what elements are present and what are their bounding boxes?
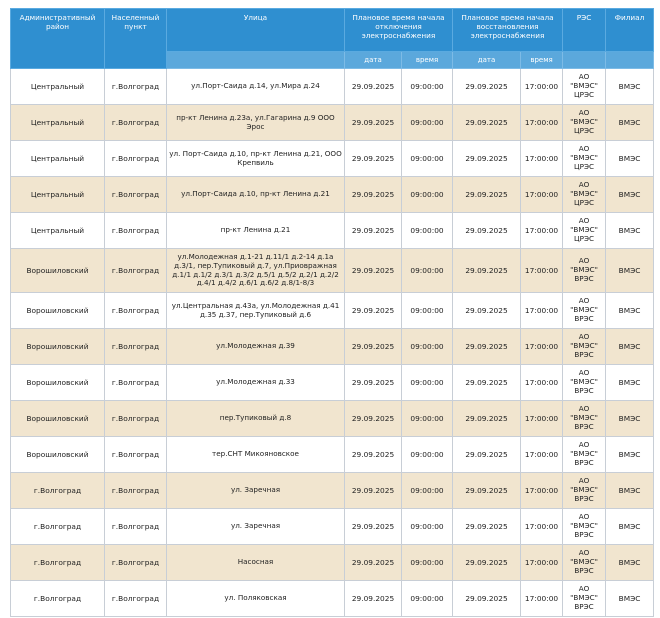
cell-street: ул. Заречная (167, 509, 345, 545)
cell-on-date: 29.09.2025 (453, 437, 521, 473)
cell-locality: г.Волгоград (105, 509, 167, 545)
cell-off-time: 09:00:00 (402, 329, 453, 365)
cell-branch: ВМЭС (606, 329, 654, 365)
cell-off-time: 09:00:00 (402, 141, 453, 177)
cell-off-date: 29.09.2025 (345, 473, 402, 509)
cell-street: пер.Тупиковый д.8 (167, 401, 345, 437)
cell-branch: ВМЭС (606, 401, 654, 437)
cell-on-time: 17:00:00 (521, 401, 563, 437)
col-header-district: Административный район (11, 9, 105, 69)
cell-off-time: 09:00:00 (402, 213, 453, 249)
cell-on-date: 29.09.2025 (453, 141, 521, 177)
cell-street: ул. Поляковская (167, 581, 345, 617)
table-body (11, 69, 654, 617)
cell-off-date: 29.09.2025 (345, 105, 402, 141)
cell-branch: ВМЭС (606, 581, 654, 617)
cell-district: Ворошиловский (11, 329, 105, 365)
cell-res: АО "ВМЭС" ВРЭС (563, 365, 606, 401)
cell-branch: ВМЭС (606, 141, 654, 177)
cell-locality: г.Волгоград (105, 437, 167, 473)
table-row (11, 545, 654, 581)
cell-locality: г.Волгоград (105, 105, 167, 141)
table-row (11, 177, 654, 213)
cell-off-time: 09:00:00 (402, 69, 453, 105)
table-row (11, 365, 654, 401)
cell-branch: ВМЭС (606, 213, 654, 249)
cell-off-date: 29.09.2025 (345, 365, 402, 401)
cell-on-time: 17:00:00 (521, 473, 563, 509)
cell-res: АО "ВМЭС" ВРЭС (563, 509, 606, 545)
cell-res: АО "ВМЭС" ВРЭС (563, 437, 606, 473)
subheader-off-date: дата (345, 52, 402, 69)
cell-res: АО "ВМЭС" ВРЭС (563, 293, 606, 329)
col-header-locality: Населенный пункт (105, 9, 167, 69)
cell-street: ул. Порт-Саида д.10, пр-кт Ленина д.21, ООО Крепвиль (167, 141, 345, 177)
cell-on-time: 17:00:00 (521, 293, 563, 329)
cell-res: АО "ВМЭС" ВРЭС (563, 473, 606, 509)
cell-on-date: 29.09.2025 (453, 365, 521, 401)
cell-locality: г.Волгоград (105, 329, 167, 365)
cell-branch: ВМЭС (606, 473, 654, 509)
table-row (11, 213, 654, 249)
cell-on-time: 17:00:00 (521, 177, 563, 213)
cell-on-date: 29.09.2025 (453, 473, 521, 509)
cell-on-time: 17:00:00 (521, 105, 563, 141)
cell-off-date: 29.09.2025 (345, 177, 402, 213)
cell-on-time: 17:00:00 (521, 545, 563, 581)
cell-on-date: 29.09.2025 (453, 293, 521, 329)
cell-branch: ВМЭС (606, 69, 654, 105)
table-row (11, 293, 654, 329)
cell-off-time: 09:00:00 (402, 105, 453, 141)
cell-street: ул.Молодежная д.33 (167, 365, 345, 401)
cell-on-time: 17:00:00 (521, 141, 563, 177)
cell-on-date: 29.09.2025 (453, 329, 521, 365)
cell-district: Ворошиловский (11, 437, 105, 473)
cell-off-date: 29.09.2025 (345, 249, 402, 293)
cell-street: ул.Порт-Саида д.14, ул.Мира д.24 (167, 69, 345, 105)
cell-district: г.Волгоград (11, 581, 105, 617)
cell-off-time: 09:00:00 (402, 177, 453, 213)
cell-off-time: 09:00:00 (402, 249, 453, 293)
cell-res: АО "ВМЭС" ВРЭС (563, 401, 606, 437)
table-row (11, 69, 654, 105)
cell-locality: г.Волгоград (105, 213, 167, 249)
cell-street: пр-кт Ленина д.21 (167, 213, 345, 249)
cell-off-time: 09:00:00 (402, 509, 453, 545)
cell-off-date: 29.09.2025 (345, 213, 402, 249)
cell-branch: ВМЭС (606, 177, 654, 213)
cell-district: г.Волгоград (11, 545, 105, 581)
cell-off-date: 29.09.2025 (345, 581, 402, 617)
cell-on-date: 29.09.2025 (453, 105, 521, 141)
cell-district: Центральный (11, 213, 105, 249)
cell-res: АО "ВМЭС" ЦРЭС (563, 213, 606, 249)
cell-on-time: 17:00:00 (521, 365, 563, 401)
cell-branch: ВМЭС (606, 249, 654, 293)
cell-branch: ВМЭС (606, 509, 654, 545)
col-header-branch: Филиал (606, 9, 654, 52)
col-header-street: Улица (167, 9, 345, 52)
subheader-on-time: время (521, 52, 563, 69)
cell-off-time: 09:00:00 (402, 545, 453, 581)
cell-off-date: 29.09.2025 (345, 69, 402, 105)
cell-on-date: 29.09.2025 (453, 213, 521, 249)
cell-locality: г.Волгоград (105, 177, 167, 213)
subheader-street-empty (167, 52, 345, 69)
outage-table (10, 8, 654, 617)
table-row (11, 249, 654, 293)
col-header-on-time: Плановое время начала восстановления электроснабжения (453, 9, 563, 52)
cell-street: пр-кт Ленина д.23а, ул.Гагарина д.9 ООО Эрос (167, 105, 345, 141)
cell-locality: г.Волгоград (105, 141, 167, 177)
cell-on-time: 17:00:00 (521, 213, 563, 249)
cell-street: ул. Заречная (167, 473, 345, 509)
cell-off-time: 09:00:00 (402, 293, 453, 329)
cell-district: Центральный (11, 141, 105, 177)
cell-street: тер.СНТ Микояновское (167, 437, 345, 473)
cell-locality: г.Волгоград (105, 473, 167, 509)
cell-res: АО "ВМЭС" ЦРЭС (563, 105, 606, 141)
cell-street: Насосная (167, 545, 345, 581)
cell-district: Ворошиловский (11, 365, 105, 401)
cell-locality: г.Волгоград (105, 293, 167, 329)
cell-res: АО "ВМЭС" ВРЭС (563, 329, 606, 365)
cell-locality: г.Волгоград (105, 545, 167, 581)
cell-district: Ворошиловский (11, 293, 105, 329)
cell-branch: ВМЭС (606, 437, 654, 473)
cell-on-time: 17:00:00 (521, 509, 563, 545)
cell-off-time: 09:00:00 (402, 437, 453, 473)
cell-res: АО "ВМЭС" ЦРЭС (563, 141, 606, 177)
cell-street: ул.Центральная д.43а, ул.Молодежная д.41 д.35 д.37, пер.Тупиковый д.6 (167, 293, 345, 329)
cell-street: ул.Молодежная д.1-21 д.11/1 д.2-14 д.1а д.3/1, пер.Тупиковый д.7, ул.Приовражная д.1/1 д.1/2 д.3/1 д.3/2 д.5/1 д.5/2 д.2/1 д.2/2 д.4/1 д.4/2 д.6/1 д.6/2 д.8/1-8/3 (167, 249, 345, 293)
subheader-off-time: время (402, 52, 453, 69)
cell-on-time: 17:00:00 (521, 69, 563, 105)
cell-district: Центральный (11, 69, 105, 105)
cell-district: г.Волгоград (11, 473, 105, 509)
cell-on-date: 29.09.2025 (453, 509, 521, 545)
cell-off-date: 29.09.2025 (345, 401, 402, 437)
cell-locality: г.Волгоград (105, 401, 167, 437)
cell-off-time: 09:00:00 (402, 401, 453, 437)
subheader-res-empty (563, 52, 606, 69)
table-row (11, 141, 654, 177)
cell-locality: г.Волгоград (105, 69, 167, 105)
cell-locality: г.Волгоград (105, 581, 167, 617)
cell-on-date: 29.09.2025 (453, 401, 521, 437)
cell-branch: ВМЭС (606, 105, 654, 141)
cell-on-date: 29.09.2025 (453, 69, 521, 105)
cell-on-time: 17:00:00 (521, 249, 563, 293)
cell-on-date: 29.09.2025 (453, 249, 521, 293)
cell-on-time: 17:00:00 (521, 329, 563, 365)
cell-off-date: 29.09.2025 (345, 141, 402, 177)
cell-district: Центральный (11, 105, 105, 141)
cell-off-date: 29.09.2025 (345, 545, 402, 581)
table-header (11, 9, 654, 69)
cell-res: АО "ВМЭС" ВРЭС (563, 581, 606, 617)
cell-district: Ворошиловский (11, 401, 105, 437)
cell-off-date: 29.09.2025 (345, 293, 402, 329)
col-header-res: РЭС (563, 9, 606, 52)
cell-district: г.Волгоград (11, 509, 105, 545)
cell-branch: ВМЭС (606, 293, 654, 329)
cell-res: АО "ВМЭС" ВРЭС (563, 545, 606, 581)
cell-on-date: 29.09.2025 (453, 581, 521, 617)
cell-branch: ВМЭС (606, 365, 654, 401)
cell-district: Центральный (11, 177, 105, 213)
table-row (11, 509, 654, 545)
table-row (11, 437, 654, 473)
col-header-off-time: Плановое время начала отключения электроснабжения (345, 9, 453, 52)
cell-street: ул.Порт-Саида д.10, пр-кт Ленина д.21 (167, 177, 345, 213)
subheader-branch-empty (606, 52, 654, 69)
cell-street: ул.Молодежная д.39 (167, 329, 345, 365)
cell-on-time: 17:00:00 (521, 581, 563, 617)
cell-on-date: 29.09.2025 (453, 177, 521, 213)
cell-off-date: 29.09.2025 (345, 509, 402, 545)
cell-res: АО "ВМЭС" ЦРЭС (563, 69, 606, 105)
cell-res: АО "ВМЭС" ЦРЭС (563, 177, 606, 213)
cell-off-date: 29.09.2025 (345, 437, 402, 473)
cell-off-time: 09:00:00 (402, 473, 453, 509)
cell-locality: г.Волгоград (105, 365, 167, 401)
table-row (11, 581, 654, 617)
table-row (11, 401, 654, 437)
outage-schedule (10, 8, 653, 617)
cell-off-date: 29.09.2025 (345, 329, 402, 365)
cell-off-time: 09:00:00 (402, 581, 453, 617)
cell-on-time: 17:00:00 (521, 437, 563, 473)
cell-res: АО "ВМЭС" ВРЭС (563, 249, 606, 293)
cell-on-date: 29.09.2025 (453, 545, 521, 581)
subheader-on-date: дата (453, 52, 521, 69)
cell-branch: ВМЭС (606, 545, 654, 581)
table-row (11, 105, 654, 141)
table-row (11, 329, 654, 365)
cell-locality: г.Волгоград (105, 249, 167, 293)
cell-off-time: 09:00:00 (402, 365, 453, 401)
cell-district: Ворошиловский (11, 249, 105, 293)
table-row (11, 473, 654, 509)
